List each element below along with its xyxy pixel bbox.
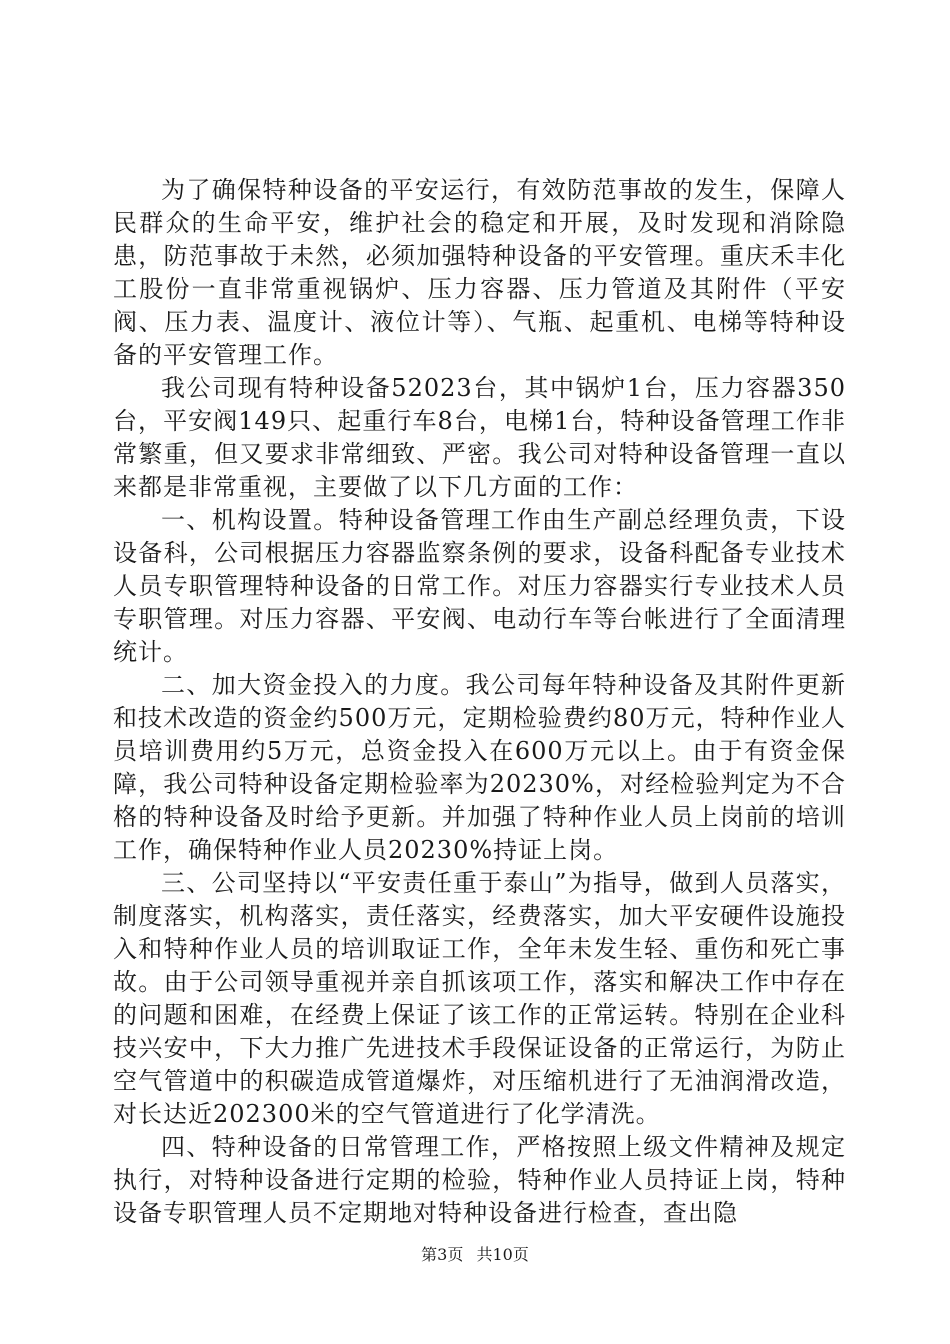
paragraph-organization: 一、机构设置。特种设备管理工作由生产副总经理负责，下设设备科，公司根据压力容器监察条例的要求，设备科配备专业技术人员专职管理特种设备的日常工作。对压力容器实行专业技术人员专职管理。对压力容器、平安阀、电动行车等台帐进行了全面清理统计。 <box>113 506 846 666</box>
paragraph-safety-responsibility: 三、公司坚持以“平安责任重于泰山”为指导，做到人员落实，制度落实，机构落实，责任落实，经费落实，加大平安硬件设施投入和特种作业人员的培训取证工作，全年未发生轻、重伤和死亡事故。由于公司领导重视并亲自抓该项工作，落实和解决工作中存在的问题和困难，在经费上保证了该工作的正常运转。特别在企业科技兴安中，下大力推广先进技术手段保证设备的正常运行，为防止空气管道中的积碳造成管道爆炸，对压缩机进行了无油润滑改造，对长达近202300米的空气管道进行了化学清洗。 <box>113 869 846 1128</box>
paragraph-daily-management: 四、特种设备的日常管理工作，严格按照上级文件精神及规定执行，对特种设备进行定期的检验，特种作业人员持证上岗，特种设备专职管理人员不定期地对特种设备进行检查，查出隐 <box>113 1133 846 1227</box>
document-body <box>113 174 846 1230</box>
paragraph-intro: 为了确保特种设备的平安运行，有效防范事故的发生，保障人民群众的生命平安，维护社会的稳定和开展，及时发现和消除隐患，防范事故于未然，必须加强特种设备的平安管理。重庆禾丰化工股份一直非常重视锅炉、压力容器、压力管道及其附件（平安阀、压力表、温度计、液位计等）、气瓶、起重机、电梯等特种设备的平安管理工作。 <box>113 176 846 369</box>
paragraph-investment: 二、加大资金投入的力度。我公司每年特种设备及其附件更新和技术改造的资金约500万元，定期检验费约80万元，特种作业人员培训费用约5万元，总资金投入在600万元以上。由于有资金保障，我公司特种设备定期检验率为20230%，对经检验判定为不合格的特种设备及时给予更新。并加强了特种作业人员上岗前的培训工作，确保特种作业人员20230%持证上岗。 <box>113 671 846 864</box>
page-footer <box>0 1245 950 1265</box>
page-number: 第3页 <box>421 1245 464 1264</box>
page-total: 共10页 <box>476 1245 529 1264</box>
paragraph-equipment-count: 我公司现有特种设备52023台，其中锅炉1台，压力容器350台，平安阀149只、起重行车8台，电梯1台，特种设备管理工作非常繁重，但又要求非常细致、严密。我公司对特种设备管理一直以来都是非常重视，主要做了以下几方面的工作： <box>113 374 846 501</box>
